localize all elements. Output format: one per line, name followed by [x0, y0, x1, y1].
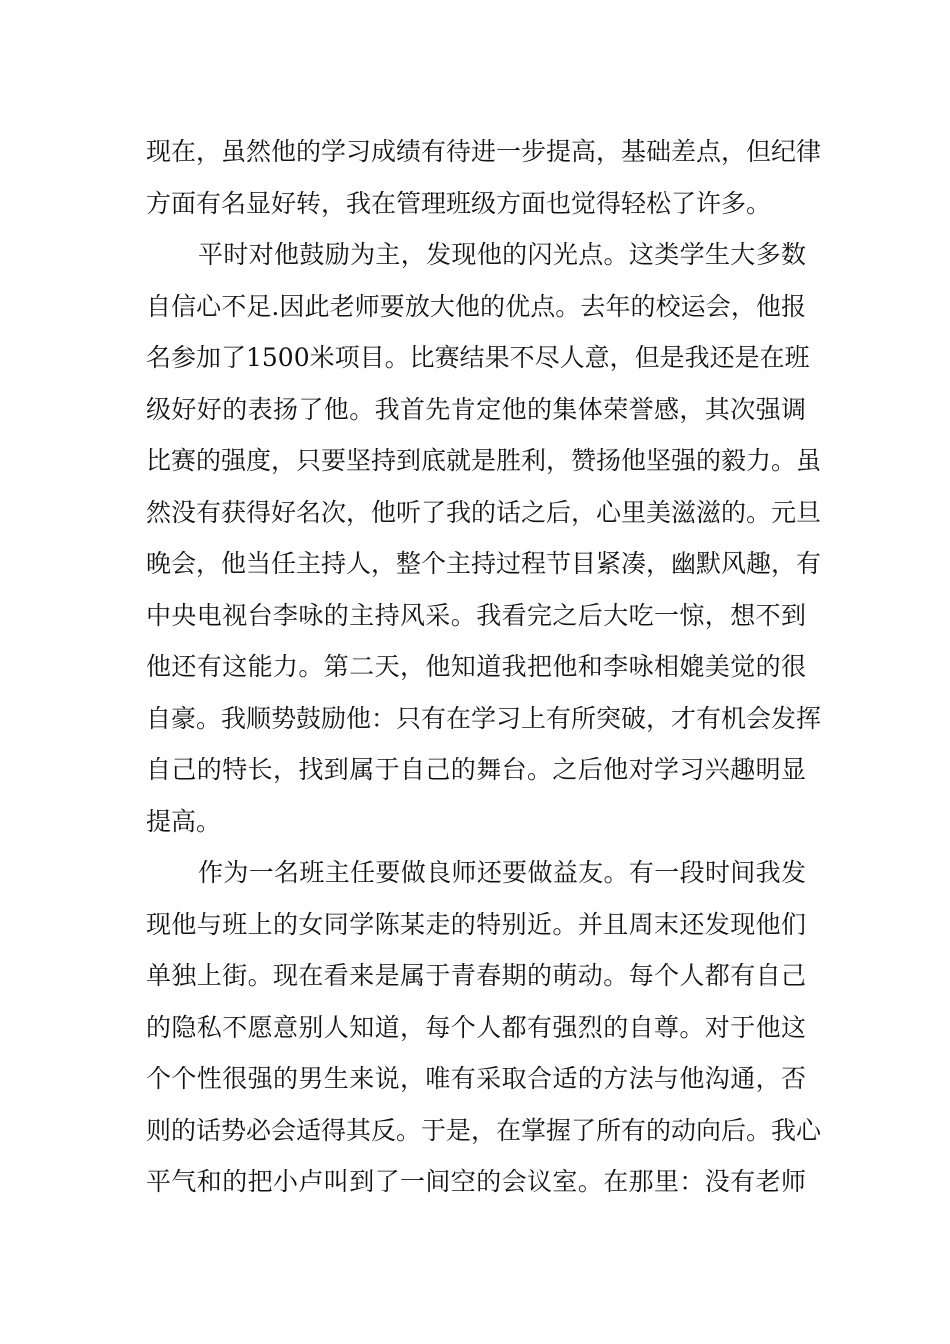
text-line: 中央电视台李咏的主持风采。我看完之后大吃一惊，想不到 — [146, 600, 806, 630]
text-line: 方面有名显好转，我在管理班级方面也觉得轻松了许多。 — [146, 188, 772, 218]
text-line: 自己的特长，找到属于自己的舞台。之后他对学习兴趣明显 — [146, 755, 806, 784]
text-line: 自信心不足.因此老师要放大他的优点。去年的校运会，他报 — [146, 291, 806, 321]
text-line: 比赛的强度，只要坚持到底就是胜利，赞扬他坚强的毅力。虽 — [146, 446, 822, 475]
text-line: 则的话势必会适得其反。于是，在掌握了所有的动向后。我心 — [146, 1115, 822, 1145]
text-line: 平气和的把小卢叫到了一间空的会议室。在那里：没有老师 — [146, 1167, 806, 1196]
text-line: 的隐私不愿意别人知道，每个人都有强烈的自尊。对于他这 — [146, 1012, 806, 1042]
document-body — [146, 126, 822, 1208]
text-line: 个个性很强的男生来说，唯有采取合适的方法与他沟通，否 — [146, 1064, 806, 1093]
text-line: 名参加了1500米项目。比赛结果不尽人意，但是我还是在班 — [146, 343, 810, 372]
text-line: 自豪。我顺势鼓励他：只有在学习上有所突破，才有机会发挥 — [146, 703, 822, 733]
text-line: 晚会，他当任主持人，整个主持过程节目紧凑，幽默风趣，有 — [146, 549, 822, 578]
text-line: 现他与班上的女同学陈某走的特别近。并且周末还发现他们 — [146, 909, 806, 939]
text-line: 作为一名班主任要做良师还要做益友。有一段时间我发 — [198, 858, 806, 887]
text-line: 现在，虽然他的学习成绩有待进一步提高，基础差点，但纪律 — [146, 137, 822, 166]
text-line: 单独上街。现在看来是属于青春期的萌动。每个人都有自己 — [146, 961, 806, 990]
text-line: 级好好的表扬了他。我首先肯定他的集体荣誉感，其次强调 — [146, 394, 806, 424]
text-line: 平时对他鼓励为主，发现他的闪光点。这类学生大多数 — [198, 240, 806, 269]
text-line: 然没有获得好名次，他听了我的话之后，心里美滋滋的。元旦 — [146, 497, 822, 527]
text-line: 他还有这能力。第二天，他知道我把他和李咏相媲美觉的很 — [146, 652, 806, 681]
text-line: 提高。 — [146, 806, 222, 836]
